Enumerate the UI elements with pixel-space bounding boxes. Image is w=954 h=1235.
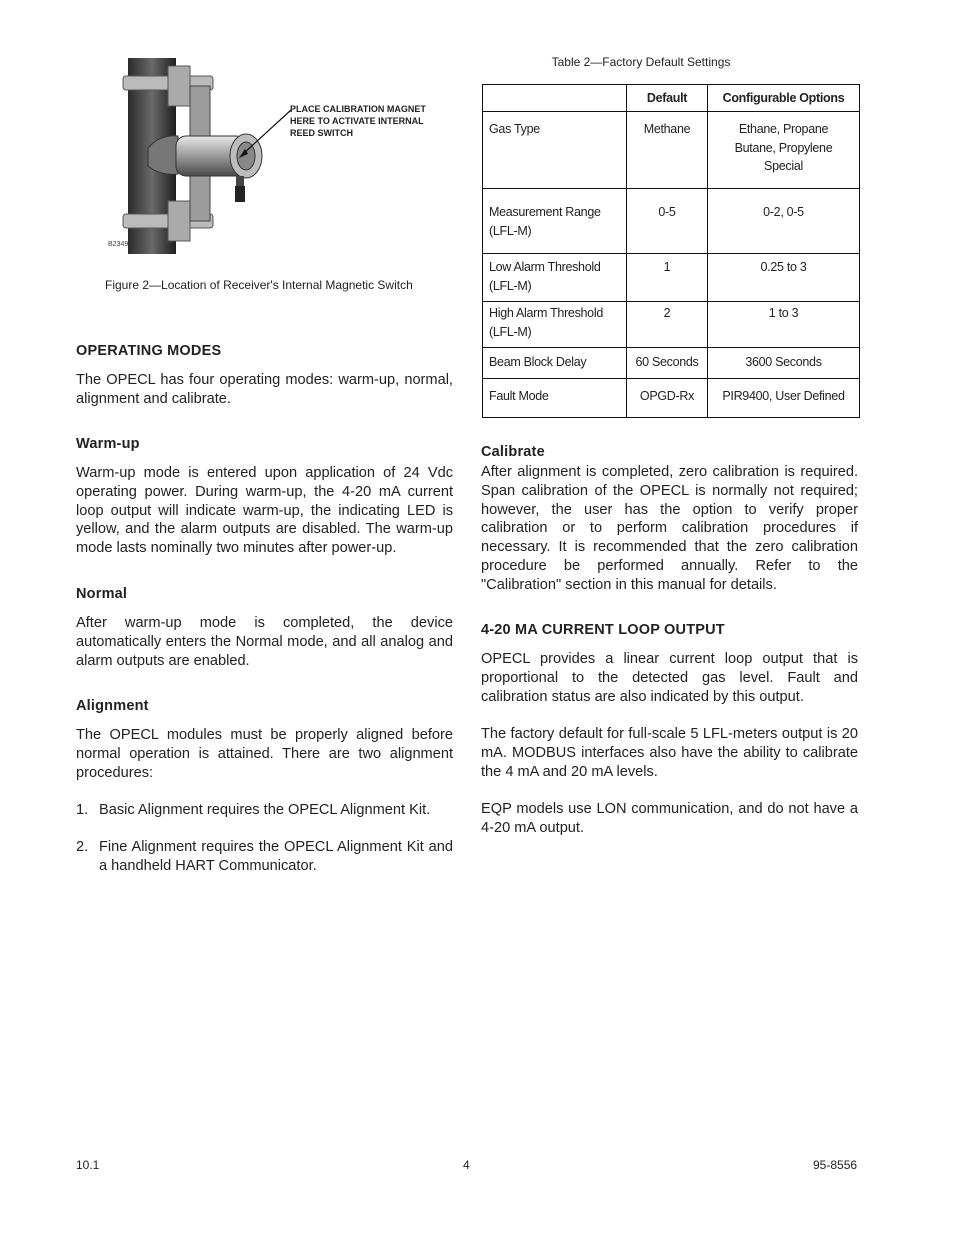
list-number: 1. bbox=[76, 802, 89, 818]
cell-text: (LFL-M) bbox=[489, 278, 532, 293]
loop-output-text-1: OPECL provides a linear current loop output that is proportional to the detected gas level. Fault and calibration status are also indicated by this output. bbox=[481, 651, 858, 705]
cell-text: (LFL-M) bbox=[489, 324, 532, 339]
cell-text: OPGD-Rx bbox=[639, 388, 695, 403]
warmup-text: Warm-up mode is entered upon application of 24 Vdc operating power. During warm-up, the 4-20 mA current loop output will indicate warm-up, the indicating LED is yellow, and the alarm outputs are disabled. The warm-up mode lasts nominally two minutes after power-up. bbox=[76, 465, 453, 557]
list-item bbox=[76, 838, 453, 876]
cell-text: Special bbox=[764, 159, 803, 173]
table-row bbox=[483, 189, 860, 254]
cell-text: 1 bbox=[663, 260, 671, 274]
default-cell bbox=[627, 302, 708, 348]
table-header-options: Configurable Options bbox=[708, 85, 860, 112]
table-row bbox=[483, 302, 860, 348]
cell-text: (LFL-M) bbox=[489, 223, 532, 238]
table-row bbox=[483, 254, 860, 302]
table-header-setting bbox=[483, 85, 627, 112]
table-row bbox=[483, 112, 860, 189]
list-item bbox=[76, 801, 453, 820]
callout-line: HERE TO ACTIVATE INTERNAL bbox=[290, 116, 424, 126]
setting-cell bbox=[483, 189, 627, 254]
setting-cell bbox=[483, 348, 627, 379]
setting-cell bbox=[483, 254, 627, 302]
alignment-text: The OPECL modules must be properly aligned before normal operation is attained. There are two alignment procedures: bbox=[76, 727, 453, 781]
setting-cell bbox=[483, 112, 627, 189]
default-cell bbox=[627, 378, 708, 417]
operating-modes-heading: OPERATING MODES bbox=[76, 343, 222, 359]
list-text: Basic Alignment requires the OPECL Alignment Kit. bbox=[99, 802, 431, 818]
operating-modes-text: The OPECL has four operating modes: warm-up, normal, alignment and calibrate. bbox=[76, 372, 453, 407]
receiver-photo bbox=[108, 56, 458, 256]
normal-heading: Normal bbox=[76, 586, 128, 602]
calibrate-text: After alignment is completed, zero calibration is required. Span calibration of the OPECL is normally not required; however, the user has the option to verify proper calibration or to perform calibration procedures if necessary. It is recommended that the zero calibration procedure be performed annually. Refer to the "Calibration" section in this manual for details. bbox=[481, 464, 858, 593]
cell-text: 0.25 to 3 bbox=[760, 260, 807, 274]
cell-text: Ethane, Propane bbox=[738, 122, 829, 136]
callout-line: PLACE CALIBRATION MAGNET bbox=[290, 104, 426, 114]
cell-text: High Alarm Threshold bbox=[489, 306, 603, 320]
cell-text: 60 Seconds bbox=[635, 355, 699, 369]
figure-code: B2349 bbox=[108, 241, 129, 248]
table-row bbox=[483, 348, 860, 379]
footer-page-number: 4 bbox=[463, 1158, 470, 1172]
options-cell bbox=[708, 348, 860, 379]
loop-output-text-3: EQP models use LON communication, and do not have a 4-20 mA output. bbox=[481, 801, 858, 836]
cell-text: Measurement Range bbox=[489, 205, 601, 219]
default-cell bbox=[627, 348, 708, 379]
setting-cell bbox=[483, 302, 627, 348]
options-cell bbox=[708, 189, 860, 254]
default-cell bbox=[627, 254, 708, 302]
cell-text: 0-5 bbox=[658, 205, 676, 219]
cell-text: Low Alarm Threshold bbox=[489, 260, 601, 274]
cell-text: PIR9400, User Defined bbox=[722, 388, 845, 403]
cell-text: Fault Mode bbox=[489, 388, 549, 403]
figure-callout bbox=[290, 103, 460, 139]
table-row bbox=[483, 378, 860, 417]
default-cell bbox=[627, 112, 708, 189]
footer-version: 10.1 bbox=[76, 1158, 100, 1172]
setting-cell bbox=[483, 378, 627, 417]
loop-output-text-2: The factory default for full-scale 5 LFL-meters output is 20 mA. MODBUS interfaces also have the ability to calibrate the 4 mA and 20 mA levels. bbox=[481, 726, 858, 780]
cell-text: Methane bbox=[643, 122, 691, 136]
alignment-heading: Alignment bbox=[76, 698, 149, 714]
cell-text: 0-2, 0-5 bbox=[763, 205, 804, 219]
loop-output-heading: 4-20 MA CURRENT LOOP OUTPUT bbox=[481, 622, 725, 638]
options-cell bbox=[708, 378, 860, 417]
normal-text: After warm-up mode is completed, the device automatically enters the Normal mode, and all analog and alarm outputs are enabled. bbox=[76, 615, 453, 669]
default-cell bbox=[627, 189, 708, 254]
table-header-row bbox=[483, 85, 860, 112]
cell-text: Gas Type bbox=[489, 122, 540, 136]
options-cell bbox=[708, 254, 860, 302]
options-cell bbox=[708, 112, 860, 189]
calibrate-heading: Calibrate bbox=[481, 444, 545, 460]
list-number: 2. bbox=[76, 839, 89, 855]
table-caption: Table 2—Factory Default Settings bbox=[551, 55, 731, 69]
cell-text: 1 to 3 bbox=[768, 306, 799, 320]
cell-text: Beam Block Delay bbox=[489, 355, 587, 369]
cell-text: 3600 Seconds bbox=[745, 355, 822, 369]
cell-text: Butane, Propylene bbox=[734, 140, 833, 155]
callout-line: REED SWITCH bbox=[290, 128, 353, 138]
cell-text: 2 bbox=[663, 306, 671, 320]
footer-doc-number: 95-8556 bbox=[813, 1158, 858, 1172]
figure-caption: Figure 2—Location of Receiver's Internal Magnetic Switch bbox=[105, 278, 413, 292]
list-text: Fine Alignment requires the OPECL Alignment Kit and a handheld HART Communicator. bbox=[99, 839, 453, 874]
factory-defaults-table bbox=[482, 84, 860, 418]
options-cell bbox=[708, 302, 860, 348]
table-header-default: Default bbox=[627, 85, 708, 112]
warmup-heading: Warm-up bbox=[76, 436, 140, 452]
